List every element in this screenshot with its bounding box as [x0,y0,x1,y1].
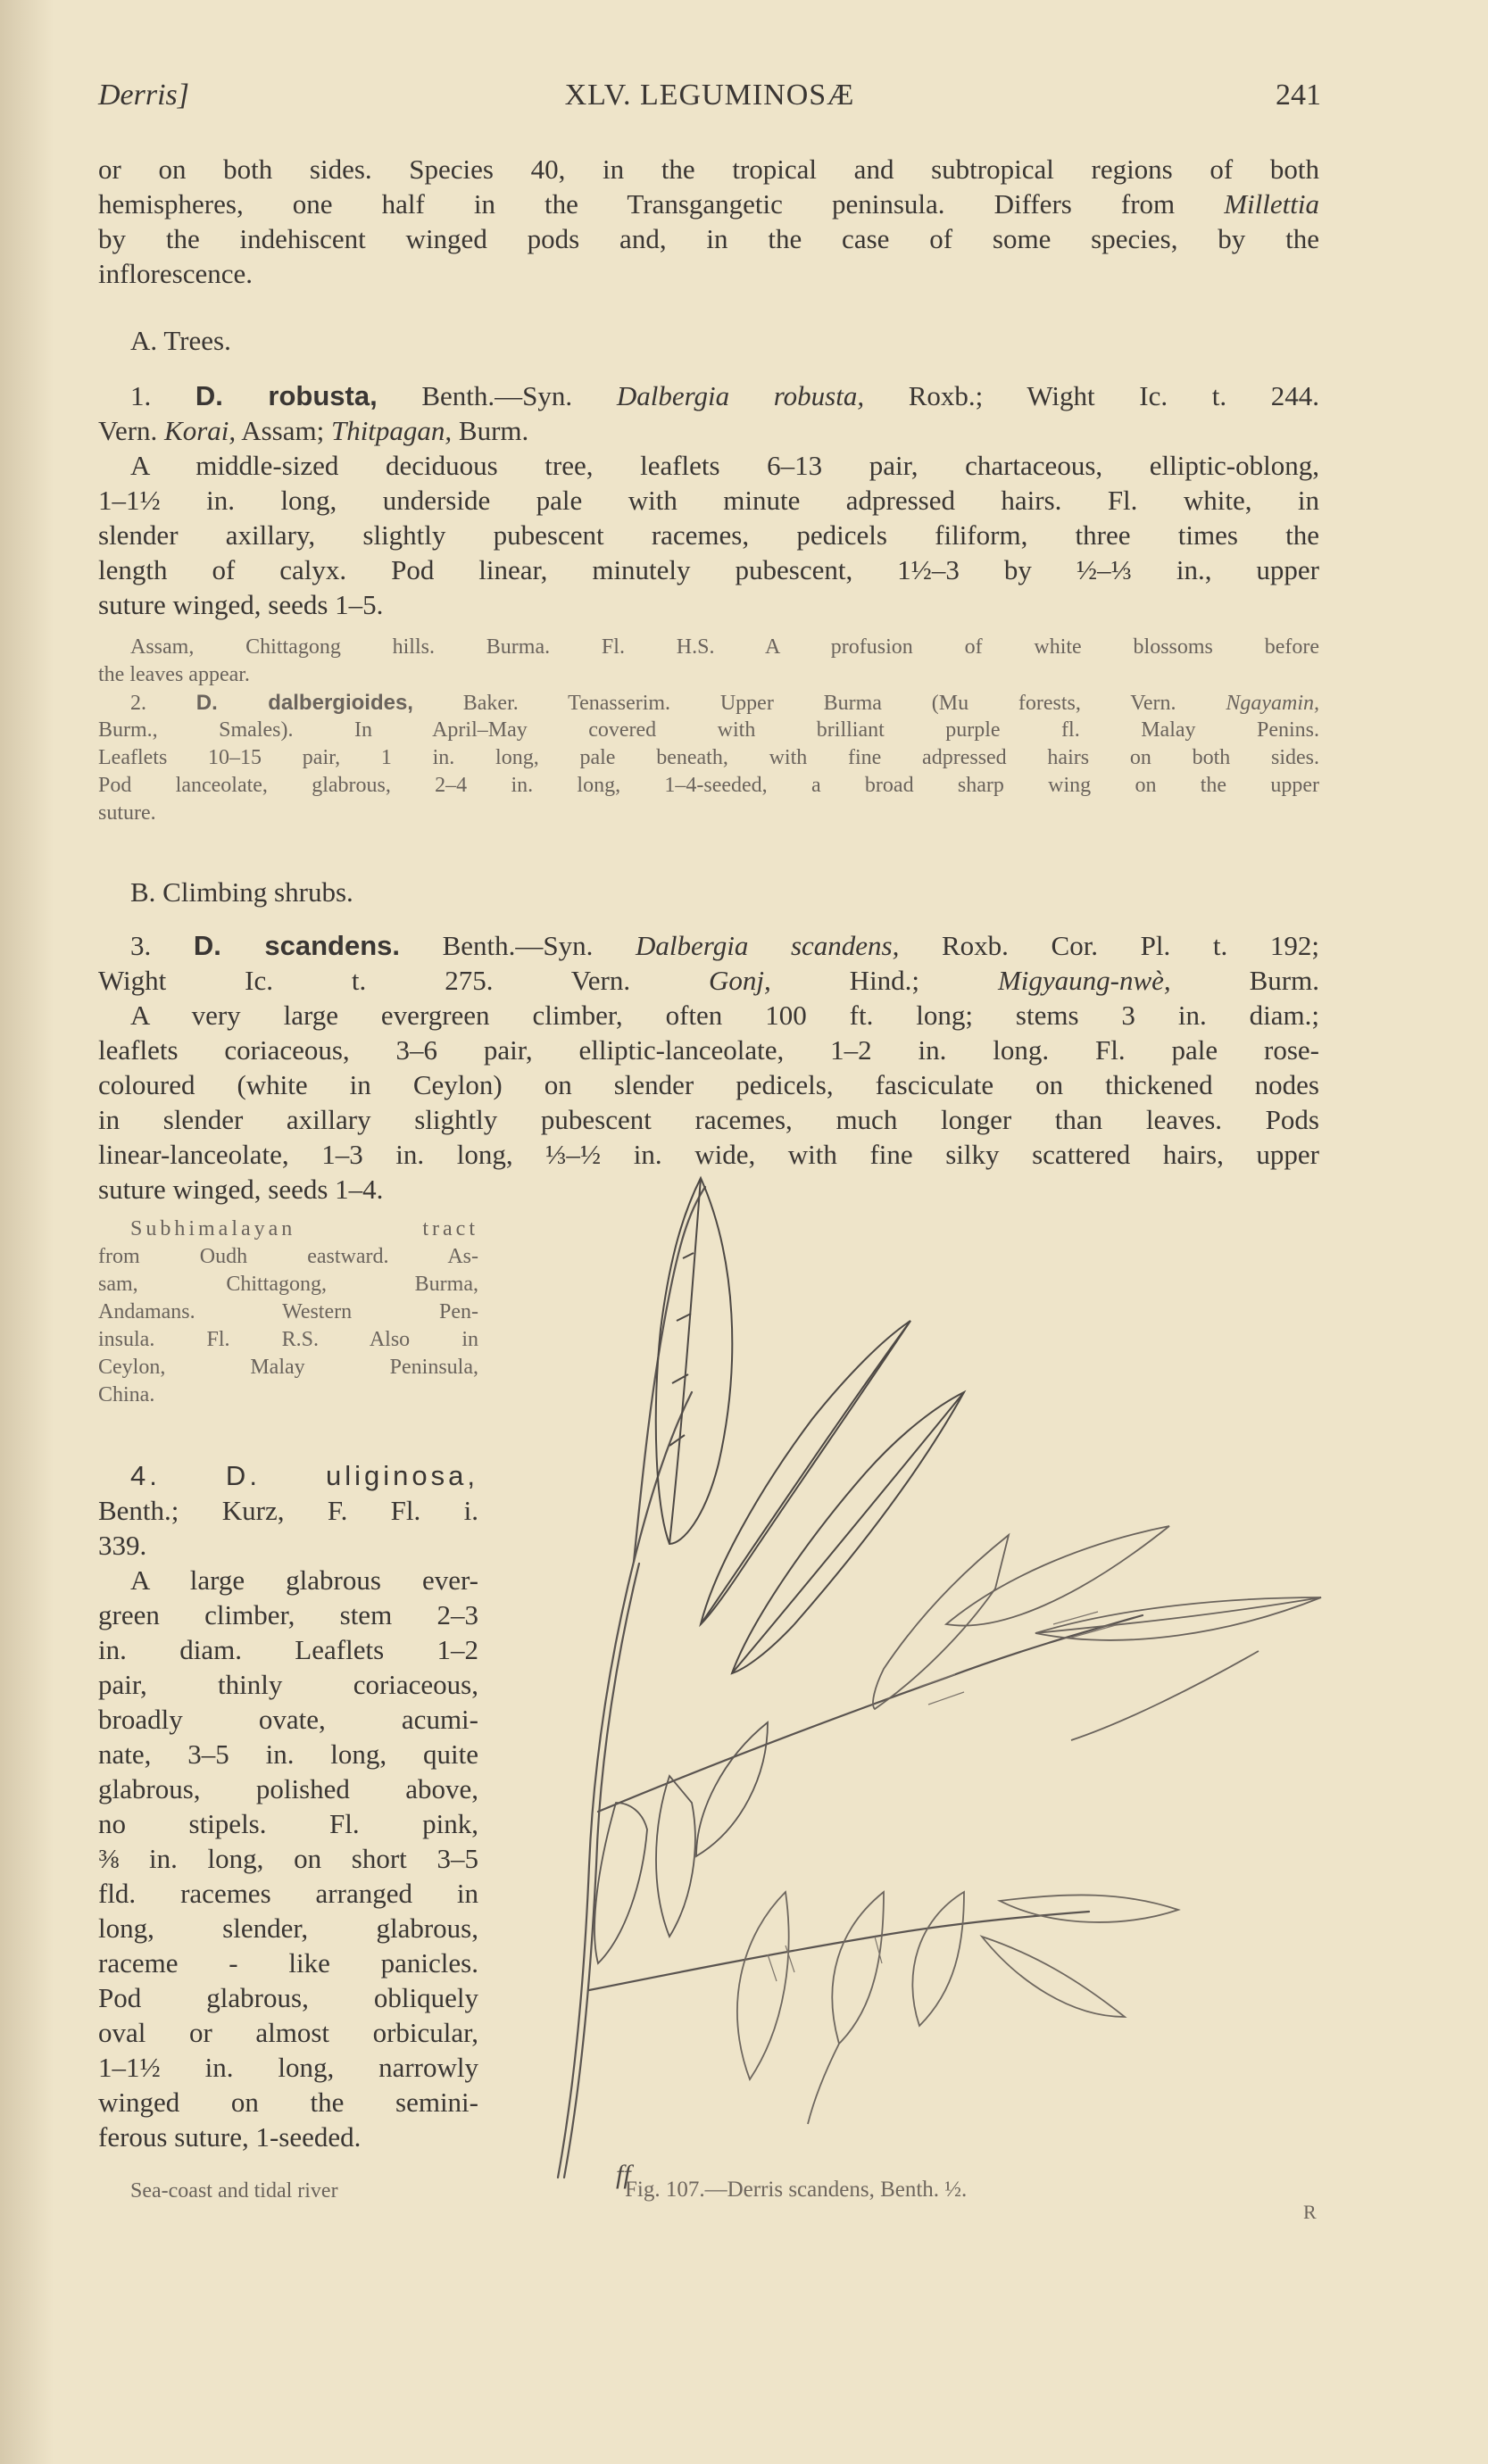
text-line: by the indehiscent winged pods and, in the case of some species, by the [98,223,1319,254]
text-line: suture winged, seeds 1–4. [98,1174,384,1205]
figure-label: ff [616,2160,631,2189]
text-line: oval or almost orbicular, [98,2017,478,2048]
text-line: leaflets coriaceous, 3–6 pair, elliptic-lanceolate, 1–2 in. long. Fl. pale rose- [98,1034,1319,1066]
page-header [98,79,1321,123]
species-3-notes [98,1215,478,1409]
species-1-notes [98,634,1319,689]
species-2-heading: 2. D. dalbergioides, Baker. Tenasserim. Upper Burma (Mu forests, Vern. Ngayamin, [130,691,1319,715]
text-line: 339. [98,1530,147,1561]
text-line: Assam, Chittagong hills. Burma. Fl. H.S. A profusion of white blossoms before [130,635,1319,659]
text-line: Subhimalayan tract [130,1217,478,1240]
text-line: suture winged, seeds 1–5. [98,589,384,620]
species-4-locality [98,2178,478,2205]
derris-scandens-drawing [500,1151,1357,2186]
text-line: Wight Ic. t. 275. Vern. Gonj, Hind.; Migyaung-nwè, Burm. [98,965,1319,996]
text-line: or on both sides. Species 40, in the tropical and subtropical regions of both [98,153,1319,185]
text-line: suture. [98,801,156,825]
text-line: winged on the semini- [98,2087,478,2118]
species-1-vernacular: Vern. Korai, Assam; Thitpagan, Burm. [98,415,529,446]
text-line: from Oudh eastward. As- [98,1245,478,1268]
text-line: hemispheres, one half in the Transgangetic peninsula. Differs from Millettia [98,188,1319,220]
text-line: ferous suture, 1-seeded. [98,2121,362,2153]
text-line: green climber, stem 2–3 [98,1599,478,1630]
text-line: length of calyx. Pod linear, minutely pubescent, 1½–3 by ½–⅓ in., upper [98,554,1319,585]
text-line: ⅜ in. long, on short 3–5 [98,1843,478,1874]
text-line: fld. racemes arranged in [98,1878,478,1909]
text-line: glabrous, polished above, [98,1773,478,1804]
species-name: D. scandens. [193,930,400,961]
species-4-heading: 4. D. uliginosa, [130,1460,478,1491]
text-line: inflorescence. [98,258,253,289]
running-head-genus: Derris] [98,79,190,112]
text-line: Pod lanceolate, glabrous, 2–4 in. long, 1–4-seeded, a broad sharp wing on the upper [98,774,1319,797]
text-line: China. [98,1383,155,1406]
text-line: A large glabrous ever- [130,1564,478,1596]
intro-paragraph [98,152,1319,291]
species-1-entry [98,378,1319,622]
text-line: coloured (white in Ceylon) on slender pedicels, fasciculate on thickened nodes [98,1069,1319,1100]
text-line: A middle-sized deciduous tree, leaflets 6–13 pair, chartaceous, elliptic-oblong, [130,450,1319,481]
species-name: D. robusta, [195,380,378,411]
botanical-illustration [500,1151,1357,2189]
species-2-entry [98,689,1319,827]
text-line: insula. Fl. R.S. Also in [98,1328,478,1351]
section-heading-b: B. Climbing shrubs. [130,876,353,908]
text-line: 1–1½ in. long, underside pale with minute adpressed hairs. Fl. white, in [98,485,1319,516]
page-edge-shadow [0,0,54,2464]
text-line: nate, 3–5 in. long, quite [98,1738,478,1770]
signature-mark: R [1303,2201,1317,2223]
text-line: in slender axillary slightly pubescent racemes, much longer than leaves. Pods [98,1104,1319,1135]
text-line: linear-lanceolate, 1–3 in. long, ⅓–½ in. wide, with fine silky scattered hairs, upper [98,1139,1319,1170]
text-line: sam, Chittagong, Burma, [98,1273,478,1296]
text-line: 1–1½ in. long, narrowly [98,2052,478,2083]
text-line: Burm., Smales). In April–May covered with brilliant purple fl. Malay Penins. [98,718,1319,742]
species-4-entry [98,1458,478,2154]
text-line: Benth.; Kurz, F. Fl. i. [98,1495,478,1526]
text-line: the leaves appear. [98,663,250,686]
text-line: A very large evergreen climber, often 100 ft. long; stems 3 in. diam.; [130,1000,1319,1031]
species-3-heading: 3. D. scandens. Benth.—Syn. Dalbergia scandens, Roxb. Cor. Pl. t. 192; [130,930,1319,961]
text-line: raceme - like panicles. [98,1947,478,1979]
species-name: D. dalbergioides, [195,691,413,715]
text-line: pair, thinly coriaceous, [98,1669,478,1700]
text-line: slender axillary, slightly pubescent racemes, pedicels filiform, three times the [98,519,1319,551]
text-line: Leaflets 10–15 pair, 1 in. long, pale beneath, with fine adpressed hairs on both sides. [98,746,1319,769]
text-line: broadly ovate, acumi- [98,1704,478,1735]
species-1-heading: 1. D. robusta, Benth.—Syn. Dalbergia robusta, Roxb.; Wight Ic. t. 244. [130,380,1320,411]
text-line: Ceylon, Malay Peninsula, [98,1356,478,1379]
running-head-family: XLV. LEGUMINOSÆ [564,79,855,112]
figure-caption: Fig. 107.—Derris scandens, Benth. ½. [625,2178,968,2202]
text-line: long, slender, glabrous, [98,1912,478,1944]
text-line: Andamans. Western Pen- [98,1300,478,1323]
text-line: no stipels. Fl. pink, [98,1808,478,1839]
page-number: 241 [1276,79,1321,112]
section-heading-a: A. Trees. [130,325,231,356]
text-line: in. diam. Leaflets 1–2 [98,1634,478,1665]
text-line: Sea-coast and tidal river [130,2179,338,2203]
text-line: Pod glabrous, obliquely [98,1982,478,2013]
